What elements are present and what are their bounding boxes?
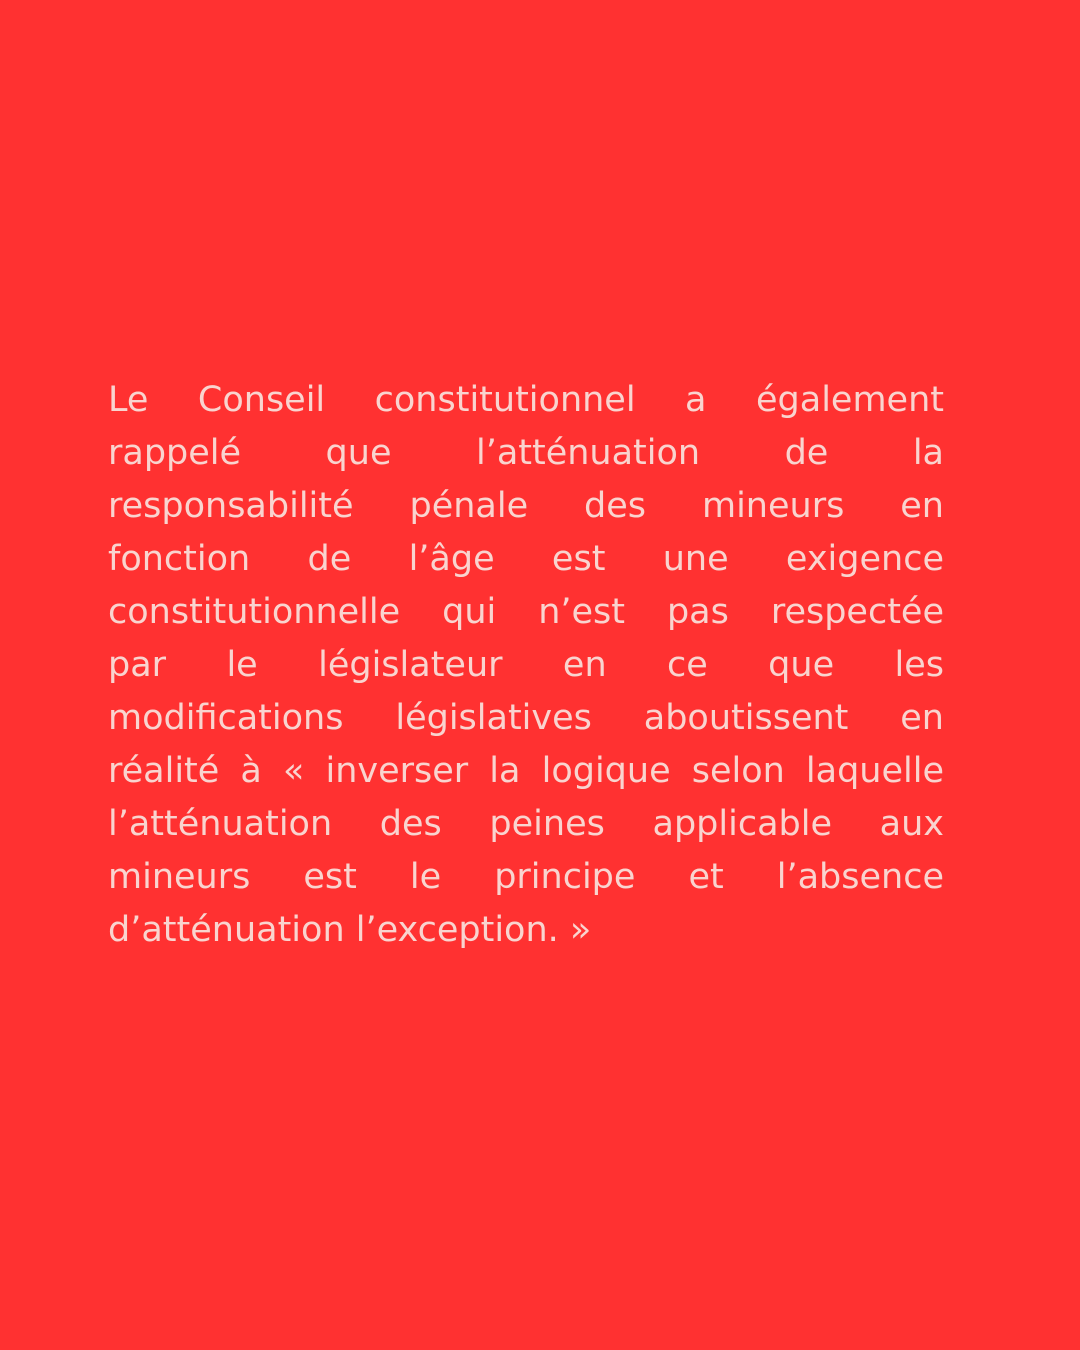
quote-line: d’atténuation l’exception. » xyxy=(108,910,592,950)
quote-line: par le législateur en ce que les xyxy=(108,645,944,685)
quote-line: fonction de l’âge est une exigence xyxy=(108,539,944,579)
quote-line: réalité à « inverser la logique selon laquelle xyxy=(108,751,944,791)
quote-line: Le Conseil constitutionnel a également xyxy=(108,380,944,420)
quote-line: constitutionnelle qui n’est pas respectée xyxy=(108,592,944,632)
quote-line: l’atténuation des peines applicable aux xyxy=(108,804,944,844)
quote-paragraph xyxy=(108,374,944,957)
quote-line: rappelé que l’atténuation de la xyxy=(108,433,944,473)
quote-line: modifications législatives aboutissent en xyxy=(108,698,944,738)
quote-line: mineurs est le principe et l’absence xyxy=(108,857,944,897)
quote-line: responsabilité pénale des mineurs en xyxy=(108,486,944,526)
